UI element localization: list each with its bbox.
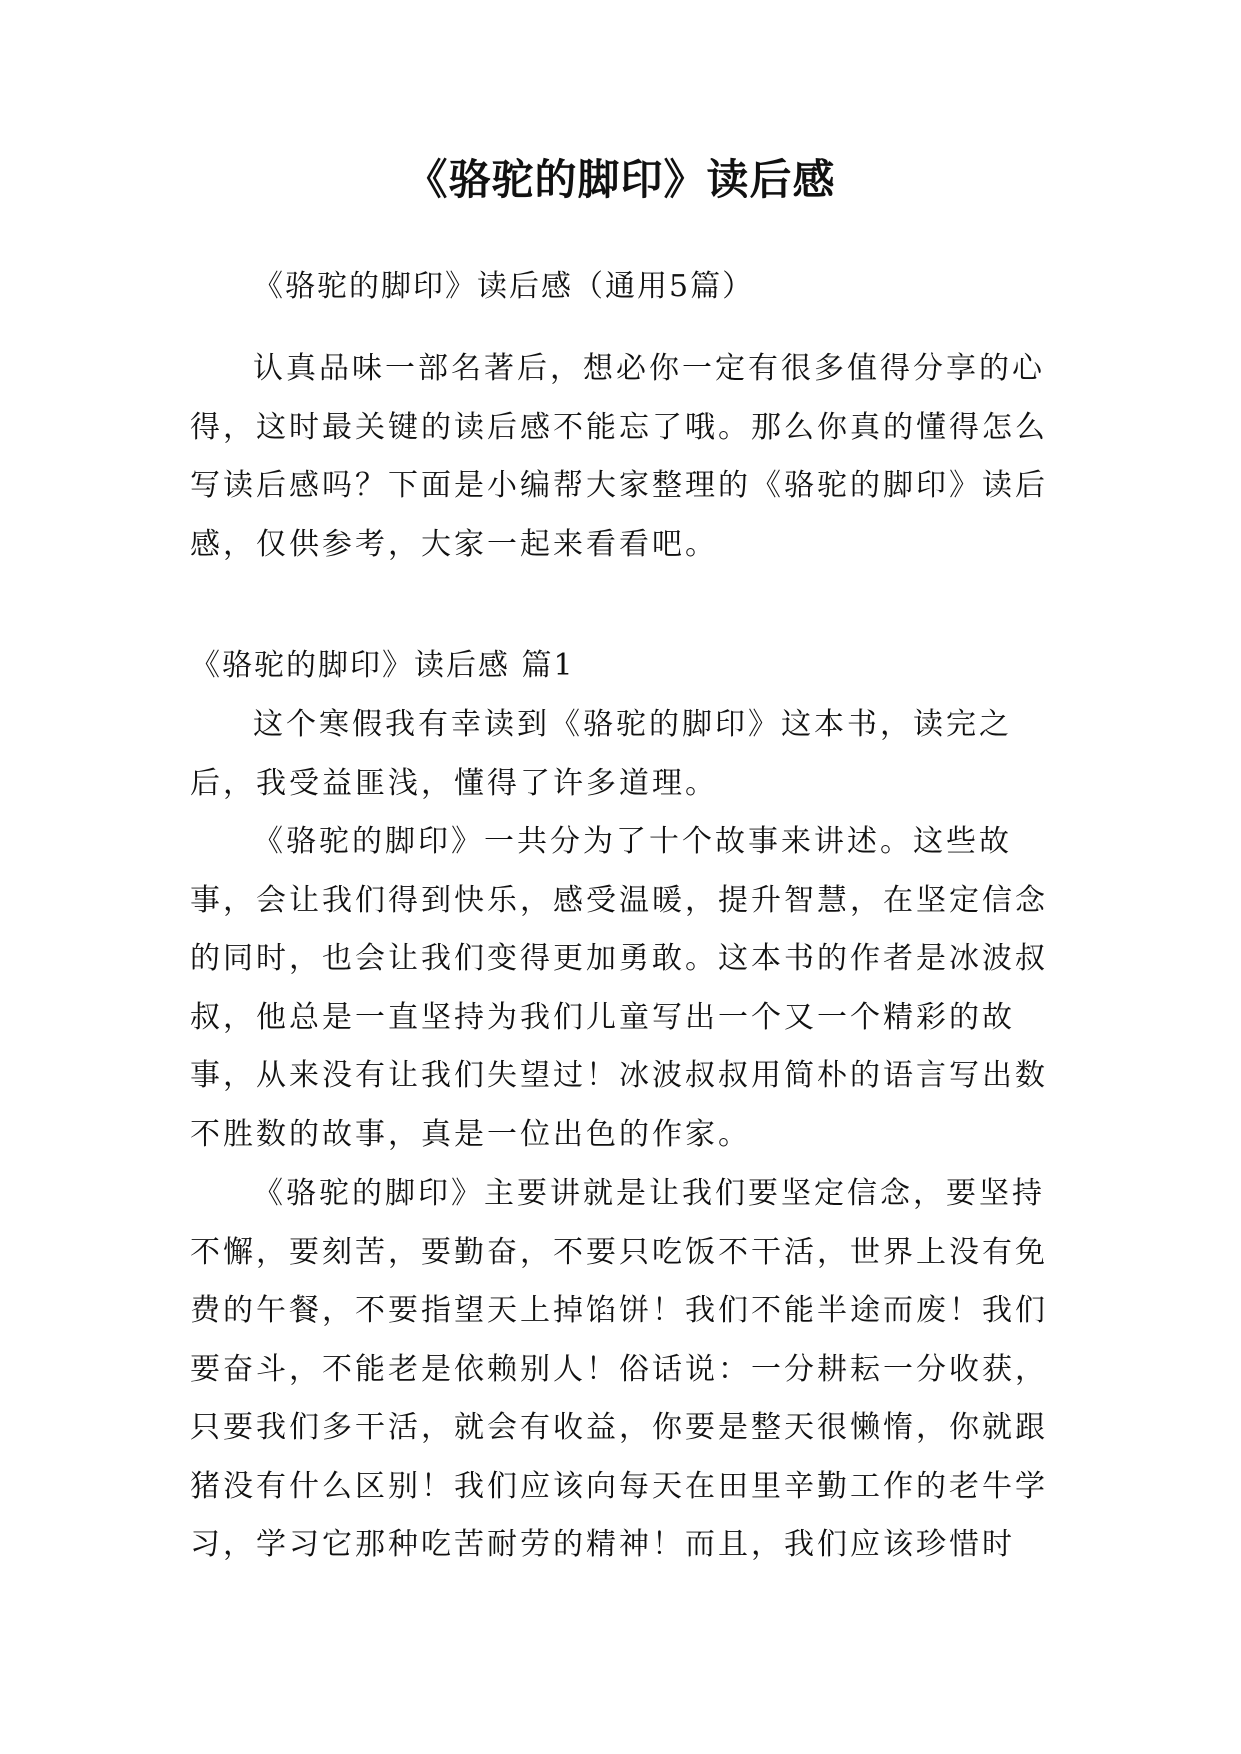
body-paragraph-2: 《骆驼的脚印》一共分为了十个故事来讲述。这些故事，会让我们得到快乐，感受温暖，提升智慧，在坚定信念的同时，也会让我们变得更加勇敢。这本书的作者是冰波叔叔，他总是一直坚持为我们儿童写出一个又一个精彩的故事，从来没有让我们失望过！冰波叔叔用简朴的语言写出数不胜数的故事，真是一位出色的作家。 <box>190 824 1048 1152</box>
intro-paragraph: 认真品味一部名著后，想必你一定有很多值得分享的心得，这时最关键的读后感不能忘了哦。那么你真的懂得怎么写读后感吗？下面是小编帮大家整理的《骆驼的脚印》读后感，仅供参考，大家一起来看看吧。 <box>190 351 1048 562</box>
document-subtitle: 《骆驼的脚印》读后感（通用5篇） <box>253 269 755 304</box>
section-heading: 《骆驼的脚印》读后感 篇1 <box>190 648 575 683</box>
body-paragraph-1: 这个寒假我有幸读到《骆驼的脚印》这本书，读完之后，我受益匪浅，懂得了许多道理。 <box>190 707 1012 801</box>
document-title: 《骆驼的脚印》读后感 <box>405 155 836 204</box>
body-paragraph-3: 《骆驼的脚印》主要讲就是让我们要坚定信念，要坚持不懈，要刻苦，要勤奋，不要只吃饭不干活，世界上没有免费的午餐，不要指望天上掉馅饼！我们不能半途而废！我们要奋斗，不能老是依赖别人！俗话说：一分耕耘一分收获，只要我们多干活，就会有收益，你要是整天很懒惰，你就跟猪没有什么区别！我们应该向每天在田里辛勤工作的老牛学习，学习它那种吃苦耐劳的精神！而且，我们应该珍惜时 <box>190 1176 1048 1562</box>
